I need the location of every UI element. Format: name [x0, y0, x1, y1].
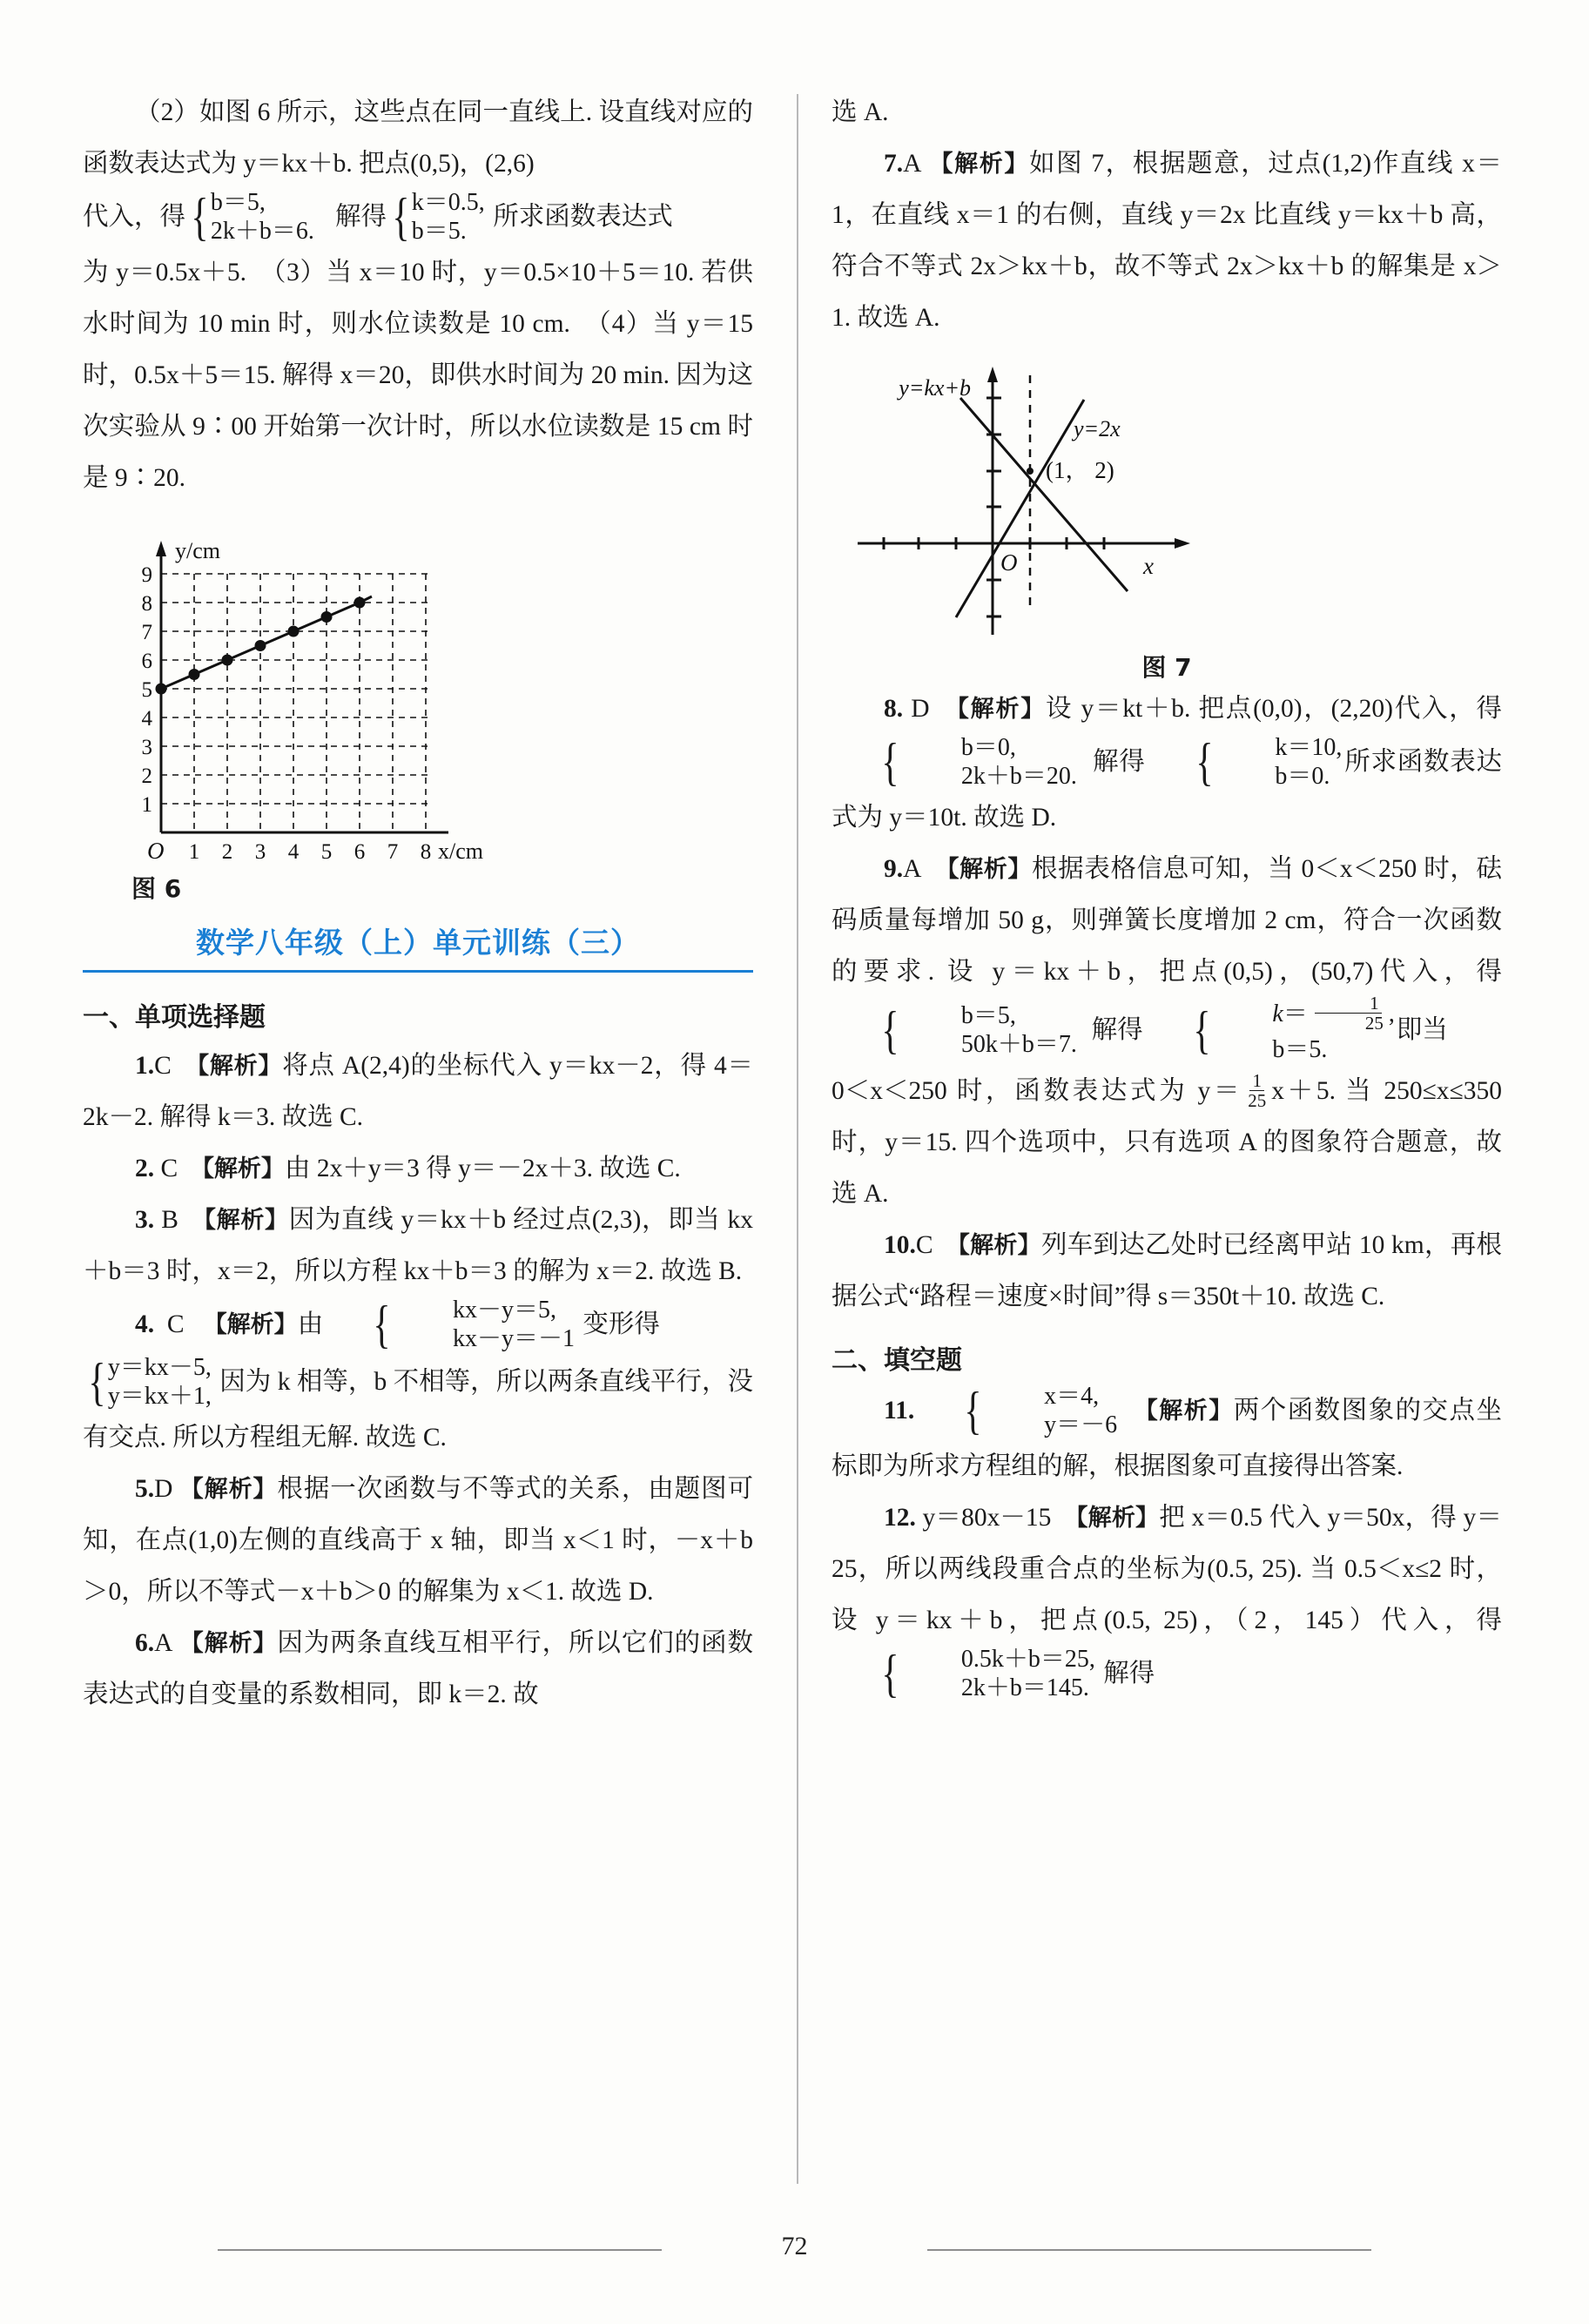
figure-7-graph: [832, 356, 1232, 643]
answer-item-8: [832, 684, 1502, 844]
system-8a-row1: b＝0,: [960, 734, 1016, 761]
equation-system-a: [187, 188, 314, 246]
equation-system-4a: [325, 1296, 575, 1353]
system-9b-row1: k＝ $\frac{1}{25}$ ,: [1272, 993, 1395, 1034]
system-8a-row2: 2k＋b＝20.: [960, 763, 1077, 790]
brace-left-icon: {: [881, 733, 899, 791]
svg-text:9: 9: [141, 563, 152, 587]
answer12-text: 把 x＝0.5 代入 y＝50x，得 y＝25，所以两线段重合点的坐标为(0.5, 25). 当 0.5＜x≤2 时，设 y＝kx＋b，把点(0.5, 25)，（2，145）代入，得: [832, 1504, 1502, 1634]
system-b-row1: k＝0.5,: [411, 189, 485, 216]
system-4a-row2: kx－y＝－1: [453, 1325, 576, 1352]
fraction-1-25: [1245, 1071, 1269, 1110]
answer-choice: C: [160, 1155, 178, 1182]
figure7-x-label: x: [1143, 553, 1154, 579]
svg-text:O: O: [147, 838, 165, 864]
svg-text:7: 7: [141, 621, 152, 644]
answer-choice: B: [161, 1206, 178, 1234]
svg-text:6: 6: [353, 840, 366, 864]
system-a-row1: b＝5,: [210, 189, 266, 216]
answer-number: 5.: [135, 1475, 155, 1503]
answer-item-6: [83, 1618, 753, 1721]
svg-text:x/cm: x/cm: [438, 839, 483, 864]
figure-7-caption: 图 7: [1141, 653, 1192, 682]
svg-text:2: 2: [221, 840, 233, 864]
answer-item-9-cont: [832, 1066, 1502, 1220]
svg-text:4: 4: [287, 840, 300, 864]
system-a-row2: 2k＋b＝6.: [210, 218, 314, 245]
answer-choice: D: [154, 1475, 173, 1503]
answer-choice: A: [154, 1629, 173, 1657]
equation-system-9b: [1145, 993, 1395, 1064]
answer-item-4: [83, 1297, 753, 1355]
answer-number: 3.: [135, 1206, 155, 1234]
analysis-tag: 【解析】: [179, 1476, 278, 1503]
frac-numerator: 1: [1249, 1071, 1264, 1091]
svg-text:3: 3: [254, 840, 266, 864]
brace-left-icon: {: [88, 1353, 106, 1411]
frac-denominator: 25: [1364, 1013, 1384, 1034]
solve-label-9: 解得: [1091, 1015, 1143, 1044]
section-underline: [83, 970, 753, 973]
svg-text:2: 2: [141, 765, 152, 788]
analysis-tag: 【解析】: [1064, 1505, 1160, 1532]
equation-system-b: [388, 188, 485, 246]
svg-text:4: 4: [141, 707, 152, 731]
system-9a-row1: b＝5,: [960, 1002, 1016, 1029]
solution-part3-4-text: 为 y＝0.5x＋5. （3）当 x＝10 时，y＝0.5×10＋5＝10. 若供水时间为 10 min 时，则水位读数是 10 cm. （4）当 y＝15 时，0.5x＋5＝15. 解得 x＝20，即供水时间为 20 min. 因为这次实验从 9∶00 开始第一次计时，所以水位读数是 15 cm 时是 9∶20.: [83, 259, 753, 492]
answer4-prefix: 由: [297, 1310, 324, 1338]
subsection-fill-in-blank: 二、填空题: [832, 1345, 962, 1376]
brace-left-icon: {: [392, 188, 410, 246]
answer9-text3: x＋5. 当 250≤x≤350 时，y＝15. 四个选项中，只有选项 A 的图象符合题意，故选 A.: [832, 1077, 1502, 1208]
answer-item-5: [83, 1464, 753, 1618]
substitute-label: 代入，得: [83, 202, 186, 231]
left-column: [83, 87, 779, 2194]
answer-item-11: [832, 1384, 1502, 1492]
figure7-point-label: (1， 2): [1046, 457, 1114, 483]
two-column-body: [83, 87, 1511, 2194]
system-9a-row2: 50k＋b＝7.: [960, 1031, 1077, 1058]
result-label: 所求函数表达式: [493, 202, 673, 231]
analysis-tag: 【解析】: [929, 151, 1029, 178]
answer-explanation: 列车到达乙处时已经离甲站 10 km，再根据公式“路程＝速度×时间”得 s＝350t＋10. 故选 C.: [832, 1231, 1503, 1310]
analysis-tag: 【解析】: [179, 1630, 278, 1657]
system-4a-row1: kx－y＝5,: [453, 1297, 557, 1324]
answer-explanation: 如图 7，根据题意，过点(1,2)作直线 x＝1，在直线 x＝1 的右侧，直线 y＝2x 比直线 y＝kx＋b 高，符合不等式 2x＞kx＋b，故不等式 2x＞kx＋b 的解集是 x＞1. 故选 A.: [832, 150, 1503, 332]
analysis-tag: 【解析】: [185, 1053, 283, 1080]
brace-left-icon: {: [191, 188, 209, 246]
answer8-after: 所求函数表达式为 y＝10t. 故选 D.: [832, 747, 1502, 832]
solve-label-12: 解得: [1103, 1659, 1155, 1687]
svg-text:1: 1: [188, 840, 200, 864]
equation-system-12: [833, 1645, 1095, 1702]
answer-explanation: 根据一次函数与不等式的关系，由题图可知，在点(1,0)左侧的直线高于 x 轴，即当 x＜1 时，－x＋b＞0，所以不等式－x＋b＞0 的解集为 x＜1. 故选 D.: [83, 1475, 753, 1606]
answer-value: y＝80x－15: [922, 1504, 1052, 1532]
svg-text:8: 8: [420, 840, 432, 864]
system-11-row2: y＝－6: [1044, 1411, 1118, 1438]
carryover-text: 选 A.: [832, 98, 889, 126]
brace-left-icon: {: [881, 1001, 899, 1059]
right-column: [779, 87, 1502, 2194]
answer-choice: A: [903, 855, 922, 883]
solution-part2-systems: [83, 190, 753, 247]
analysis-tag: 【解析】: [190, 1155, 285, 1182]
answer-item-9: [832, 844, 1502, 1066]
answer4-mid: 变形得: [582, 1310, 660, 1338]
answer-choice: C: [154, 1052, 172, 1080]
answer-item-12: [832, 1492, 1502, 1704]
system-b-row2: b＝5.: [411, 218, 467, 245]
figure7-origin-label: O: [1000, 549, 1018, 576]
svg-text:3: 3: [141, 736, 152, 759]
svg-text:5: 5: [320, 840, 333, 864]
solution-part2-line1: [83, 87, 753, 190]
figure-7: [832, 356, 1502, 643]
brace-left-icon: {: [964, 1382, 982, 1439]
answer-item-10: [832, 1220, 1502, 1323]
analysis-tag: 【解析】: [203, 1310, 298, 1338]
solve-label-8: 解得: [1093, 747, 1146, 776]
answer-item-1: [83, 1041, 753, 1143]
svg-text:6: 6: [141, 650, 152, 673]
equation-system-8a: [833, 733, 1077, 791]
solve-label-a: 解得: [334, 202, 387, 231]
answer-number: 12.: [884, 1504, 916, 1532]
answer9-text2: 0＜x＜250 时，函数表达式为 y＝: [832, 1077, 1243, 1105]
svg-text:1: 1: [141, 793, 152, 817]
answer-item-2: [83, 1143, 753, 1195]
svg-text:8: 8: [141, 592, 152, 616]
figure7-line2-label: y=2x: [1074, 416, 1121, 441]
answer-number: 4.: [135, 1310, 155, 1338]
svg-text:7: 7: [387, 840, 399, 864]
answer-number: 2.: [135, 1155, 155, 1182]
answer9-text2-pre: 即当: [1396, 1015, 1448, 1044]
answer-number: 1.: [135, 1052, 155, 1080]
answer-choice: C: [166, 1310, 185, 1338]
answer-item-4-cont: [83, 1355, 753, 1464]
answer-number: 10.: [884, 1231, 916, 1259]
answer-item-7: [832, 138, 1502, 344]
analysis-tag: 【解析】: [192, 1207, 289, 1234]
system-8b-row1: k＝10,: [1275, 734, 1343, 761]
answer-item-3: [83, 1195, 753, 1297]
answer-6-carryover: [832, 87, 1502, 138]
system-4b-row2: y＝kx＋1,: [107, 1383, 212, 1410]
equation-system-11: [916, 1382, 1117, 1439]
brace-left-icon: {: [881, 1645, 899, 1702]
svg-text:5: 5: [141, 678, 152, 702]
system-12-row2: 2k＋b＝145.: [960, 1674, 1089, 1701]
answer-explanation: 将点 A(2,4)的坐标代入 y＝kx－2，得 4＝2k－2. 解得 k＝3. 故选 C.: [83, 1052, 754, 1131]
analysis-tag: 【解析】: [945, 696, 1047, 723]
answer-number: 9.: [884, 855, 904, 883]
page-number: 72: [781, 2232, 808, 2260]
brace-left-icon: {: [1195, 733, 1214, 791]
answer-explanation: 两个函数图象的交点坐标即为所求方程组的解，根据图象可直接得出答案.: [832, 1396, 1503, 1480]
solution-part2-text: （2）如图 6 所示，这些点在同一直线上. 设直线对应的函数表达式为 y＝kx＋b. 把点(0,5)，(2,6): [83, 98, 753, 178]
frac-denominator: 25: [1248, 1089, 1267, 1111]
solution-part3-4: [83, 247, 753, 504]
answer-explanation: 因为两条直线互相平行，所以它们的函数表达式的自变量的系数相同，即 k＝2. 故: [83, 1629, 753, 1708]
frac-numerator: 1: [1315, 994, 1382, 1014]
system-9b-row2: b＝5.: [1272, 1036, 1328, 1063]
answer-number: 7.: [884, 150, 904, 178]
figure-6-graph: [83, 516, 483, 865]
answer9-text1: 根据表格信息可知，当 0＜x＜250 时，砝码质量每增加 50 g，则弹簧长度增加 2 cm，符合一次函数的要求. 设 y＝kx＋b，把点(0,5)，(50,7)代入，得: [832, 855, 1502, 986]
figure-6: [83, 516, 753, 865]
answer-number: 8.: [884, 695, 904, 723]
equation-system-4b: [84, 1353, 212, 1411]
answer-number: 6.: [135, 1629, 155, 1657]
answer-number: 11.: [884, 1396, 915, 1425]
analysis-tag: 【解析】: [1134, 1397, 1234, 1425]
answer-explanation: 因为直线 y＝kx＋b 经过点(2,3)，即当 kx＋b＝3 时，x＝2，所以方程 kx＋b＝3 的解为 x＝2. 故选 B.: [83, 1206, 754, 1285]
brace-left-icon: {: [373, 1296, 391, 1353]
answer-explanation: 由 2x＋y＝3 得 y＝－2x＋3. 故选 C.: [284, 1155, 681, 1182]
svg-text:y/cm: y/cm: [175, 538, 220, 563]
brace-left-icon: {: [1192, 1001, 1211, 1059]
answer-choice: A: [903, 150, 922, 178]
system-11-row1: x＝4,: [1044, 1383, 1100, 1410]
subsection-multiple-choice: 一、单项选择题: [83, 1002, 266, 1033]
equation-system-8b: [1148, 733, 1343, 791]
unit-section-title: 数学八年级（上）单元训练（三）: [196, 926, 640, 960]
system-4b-row1: y＝kx－5,: [107, 1354, 212, 1381]
answer8-prefix: 设 y＝kt＋b. 把点(0,0)，(2,20)代入，得: [1046, 695, 1503, 723]
figure-6-caption: 图 6: [131, 874, 182, 903]
system-8b-row2: b＝0.: [1275, 763, 1330, 790]
answer4-explanation: 因为 k 相等，b 不相等，所以两条直线平行，没有交点. 所以方程组无解. 故选 C.: [83, 1367, 753, 1452]
answer-choice: C: [915, 1231, 933, 1259]
analysis-tag: 【解析】: [935, 856, 1033, 883]
analysis-tag: 【解析】: [946, 1232, 1041, 1259]
equation-system-9a: [833, 1001, 1077, 1059]
figure7-line1-label: y=kx+b: [899, 375, 971, 401]
answer-choice: D: [911, 695, 930, 723]
system-12-row1: 0.5k＋b＝25,: [960, 1646, 1095, 1673]
